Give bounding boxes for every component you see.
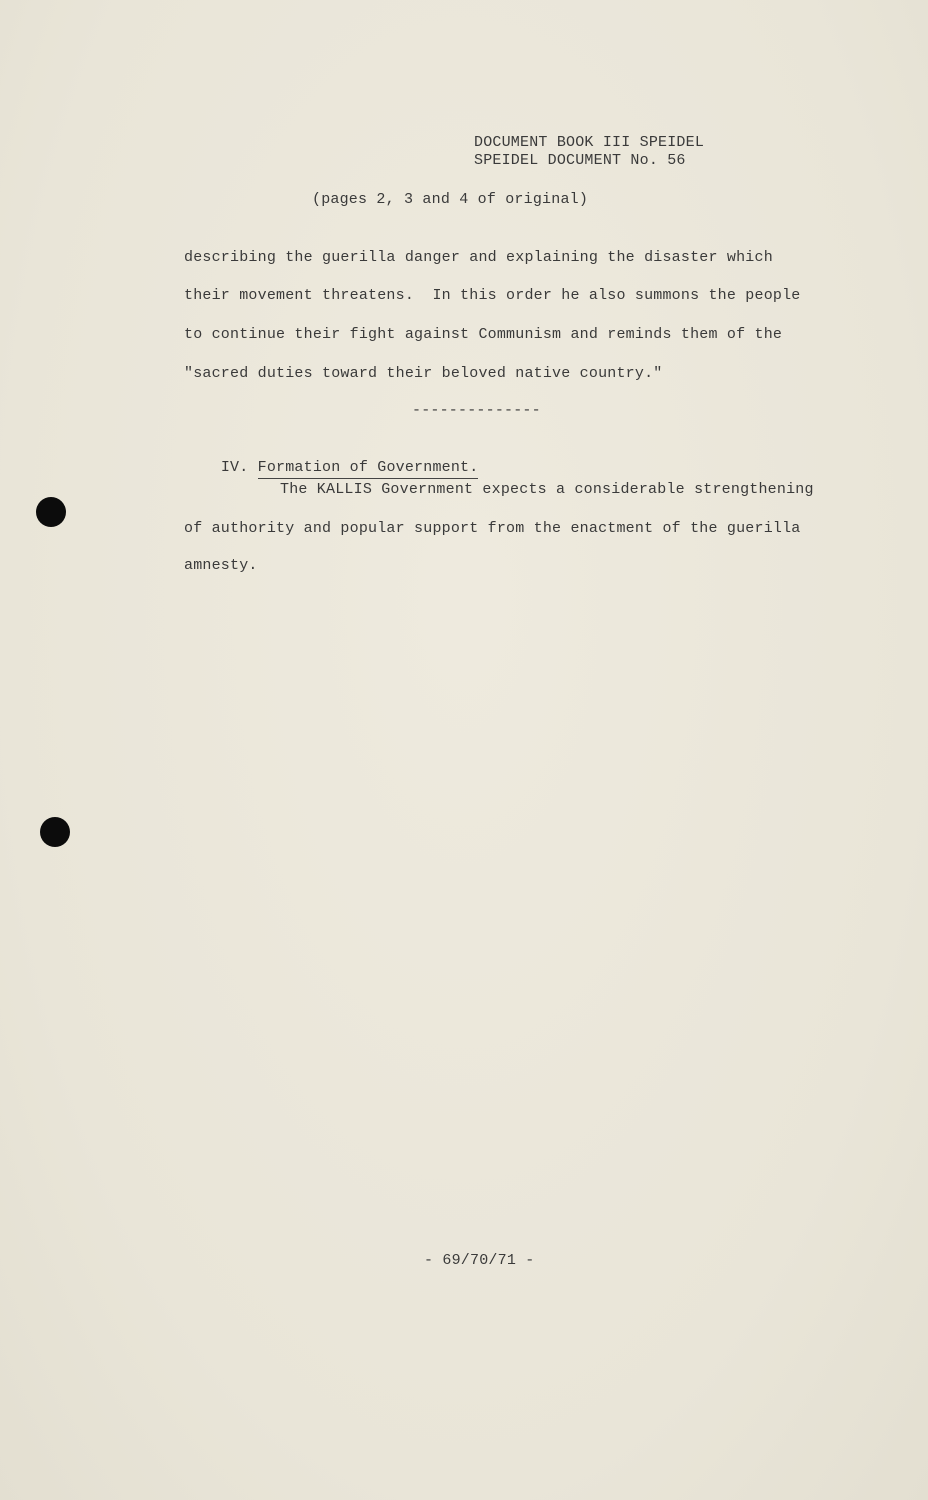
- paragraph-1-line-1: describing the guerilla danger and explaining the disaster which: [184, 249, 773, 266]
- section-number: IV.: [220, 459, 249, 476]
- page-number: - 69/70/71 -: [424, 1252, 535, 1269]
- punch-hole-upper: [36, 497, 66, 527]
- paragraph-2-line-3: amnesty.: [184, 557, 258, 574]
- header-line-2: SPEIDEL DOCUMENT No. 56: [474, 152, 686, 169]
- header-line-1: DOCUMENT BOOK III SPEIDEL: [474, 134, 705, 151]
- section-title: Formation of Government.: [258, 459, 479, 479]
- paragraph-1-line-4: "sacred duties toward their beloved native country.": [184, 365, 663, 382]
- paragraph-1-line-3: to continue their fight against Communism and reminds them of the: [184, 326, 783, 343]
- paragraph-1-line-2: their movement threatens. In this order he also summons the people: [184, 287, 801, 304]
- paragraph-2-line-2: of authority and popular support from the enactment of the guerilla: [184, 520, 801, 537]
- paragraph-2-line-1: The KALLIS Government expects a considerable strengthening: [280, 481, 814, 498]
- separator-line: --------------: [412, 402, 541, 419]
- punch-hole-lower: [40, 817, 70, 847]
- pages-note: (pages 2, 3 and 4 of original): [312, 191, 589, 208]
